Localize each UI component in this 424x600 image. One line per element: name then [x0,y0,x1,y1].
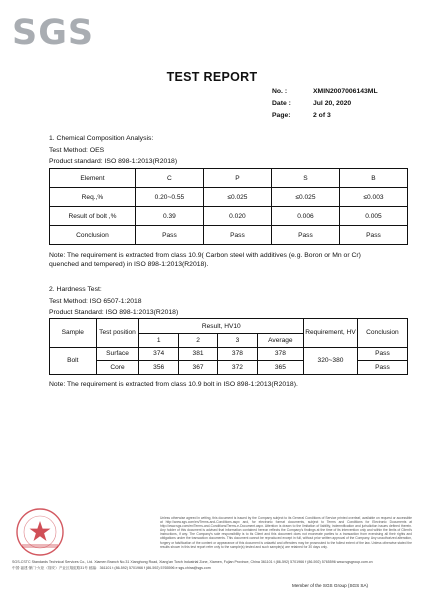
footer-member-note: Member of the SGS Group (SGS SA) [292,583,369,588]
meta-page [272,110,378,122]
note-line: Note: The requirement is extracted from class 10.9( Carbon steel with additives (e.g. Boron or Mn or Cr) [49,252,361,259]
terms-fine-print: Unless otherwise agreed in writing, this document is issued by the Company subject to its General Conditions of Service printed overleaf, available on request or accessible at http://www.sgs.com/en/Terms-and-Conditions.aspx and, for electronic format documents, subject to Terms and Conditions for Electronic Documents at http://www.sgs.com/en/Terms-and-Conditions/Terms-e-Document.aspx. Attention is drawn to the limitation of liability, indemnification and jurisdiction issues defined therein. Any holder of this document is advised that information contained hereon reflects the Company's findings at the time of its intervention only and within the limits of Client's instructions, if any. The Company's sole responsibility is to its Client and this document does not exonerate parties to a transaction from exercising all their rights and obligations under the transaction documents. This document cannot be reproduced except in full, without prior written approval of the Company. Any unauthorized alteration, forgery or falsification of the content or appearance of this document is unlawful and offenders may be prosecuted to the fullest extent of the law. Unless otherwise stated the results shown in this test report refer only to the sample(s) tested and such sample(s) are retained for 30 days only. [160,516,412,549]
footer-line: SGS-CSTC Standards Technical Services Co., Ltd. Xiamen Branch No.31 Xianghong Road, Xiang'an Torch Industrial Zone, Xiamen, Fujian Province, China 361101 t (86-592) 5701966 f (86-592) 5765596 www.sgsgroup.com.cn [12,560,373,564]
meta-label: Page: [272,112,291,119]
chemical-composition-table [49,168,408,245]
table-cell: Bolt [50,347,97,374]
table-cell: ≤0.025 [203,188,271,207]
section1-heading: 1. Chemical Composition Analysis: [49,135,154,142]
table-cell: B [339,169,407,188]
table-cell: Pass [135,226,203,245]
company-seal-stamp [12,506,68,558]
report-meta [272,86,378,122]
table-cell: 0.39 [135,207,203,226]
table-cell: 320~380 [304,347,358,374]
table-cell: ≤0.003 [339,188,407,207]
table-cell: Pass [357,347,407,361]
table-cell: 374 [139,347,178,361]
footer-address [12,560,373,571]
section2-note: Note: The requirement is extracted from class 10.9 bolt in ISO 898-1:2013(R2018). [49,381,298,388]
table-cell: 367 [178,361,217,375]
table-cell: Req.,% [50,188,136,207]
table-cell: 0.020 [203,207,271,226]
section2-method: Test Method: ISO 6507-1:2018 [49,298,142,305]
table-cell: 0.005 [339,207,407,226]
note-line: quenched and tempered) in ISO 898-1:2013(R2018). [49,260,209,268]
table-row [50,347,408,361]
table-cell: 365 [257,361,304,375]
table-cell: Surface [96,347,139,361]
table-row [50,319,408,334]
hardness-table [49,318,408,375]
table-cell: S [271,169,339,188]
section2-heading: 2. Hardness Test: [49,286,102,293]
section1-note [49,252,419,269]
table-header-cell: 3 [218,334,257,348]
footer-line: 中国·福建·厦门·火炬（翔安）产业区翔虹路31号 邮编：361101 t (86-592) 5701966 f (86-592) 5765596 e sgs.china@sgs.com [12,565,211,570]
table-row [50,169,408,188]
table-cell: C [135,169,203,188]
table-cell: Conclusion [50,226,136,245]
table-cell: 0.20~0.55 [135,188,203,207]
meta-value: 2 of 3 [313,112,331,119]
section1-method: Test Method: OES [49,147,105,154]
table-cell: Pass [339,226,407,245]
meta-label: No. : [272,88,288,95]
table-header-cell: Test position [96,319,139,348]
table-row [50,226,408,245]
table-cell: 356 [139,361,178,375]
table-cell: Pass [271,226,339,245]
table-header-cell: Conclusion [357,319,407,348]
section1-standard: Product standard: ISO 898-1:2013(R2018) [49,158,178,165]
table-header-cell: Requirement, HV [304,319,358,348]
table-cell: Pass [203,226,271,245]
table-cell: 378 [257,347,304,361]
table-header-cell: 2 [178,334,217,348]
table-cell: ≤0.025 [271,188,339,207]
meta-report-no [272,86,378,98]
meta-value: XMIN2007006143ML [313,88,378,95]
table-cell: 381 [178,347,217,361]
table-header-cell: Result, HV10 [139,319,304,334]
meta-date [272,98,378,110]
table-cell: Pass [357,361,407,375]
table-cell: 0.006 [271,207,339,226]
section2-standard: Product Standard: ISO 898-1:2013(R2018) [49,309,179,316]
table-cell: Result of bolt ,% [50,207,136,226]
table-cell: 378 [218,347,257,361]
meta-label: Date : [272,100,291,107]
table-row [50,188,408,207]
page-title: TEST REPORT [166,70,258,84]
table-cell: P [203,169,271,188]
table-cell: Core [96,361,139,375]
table-row [50,207,408,226]
meta-value: Jul 20, 2020 [313,100,352,107]
sgs-logo: SGS [12,13,95,53]
table-cell: Element [50,169,136,188]
table-header-cell: Sample [50,319,97,348]
table-cell: 372 [218,361,257,375]
table-header-cell: Average [257,334,304,348]
table-header-cell: 1 [139,334,178,348]
